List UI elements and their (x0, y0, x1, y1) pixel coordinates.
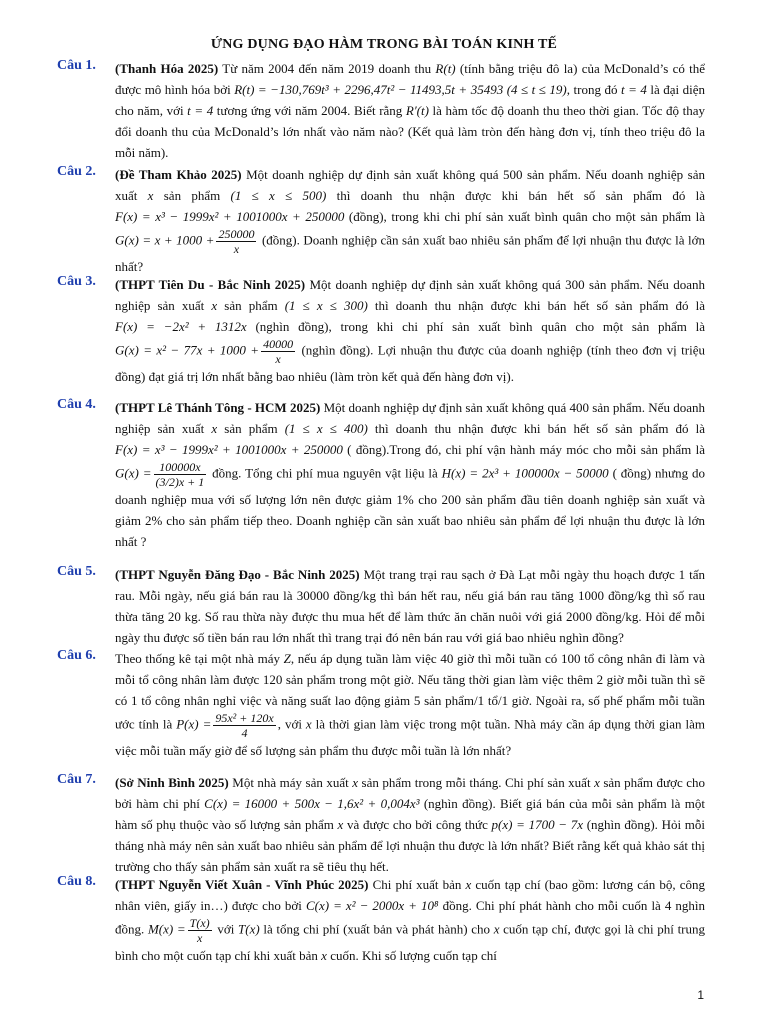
question-source: (THPT Lê Thánh Tông - HCM 2025) (115, 400, 321, 415)
question-8 (57, 874, 705, 966)
formula: C(x) = 16000 + 500x − 1,6x² + 0,004x³ (204, 796, 420, 811)
question-number: Câu 7. (57, 772, 96, 787)
question-source: (THPT Nguyễn Đăng Đạo - Bắc Ninh 2025) (115, 567, 360, 582)
question-number: Câu 6. (57, 648, 96, 663)
formula: R(t) (435, 61, 456, 76)
question-source: (THPT Nguyễn Viết Xuân - Vĩnh Phúc 2025) (115, 877, 369, 892)
formula: G(x) = x + 1000 + (115, 232, 215, 248)
formula: Z (283, 651, 291, 666)
formula: x (493, 921, 500, 937)
question-2 (57, 164, 705, 277)
formula: x (337, 817, 344, 832)
formula: P(x) = (176, 716, 212, 732)
formula: R(t) = −130,769t³ + 2296,47t² − 11493,5t + 35493 (4 ≤ t ≤ 19) (234, 82, 567, 97)
formula: R′(t) (405, 103, 429, 118)
question-source: (THPT Tiên Du - Bắc Ninh 2025) (115, 277, 306, 292)
formula: (1 ≤ x ≤ 500) (230, 188, 327, 203)
formula: T(x) (238, 921, 260, 937)
question-text: (Thanh Hóa 2025) Từ năm 2004 đến năm 2019 doanh thu R(t) (tính bằng triệu đô la) của McDonald’s có thể được mô hình hóa bởi R(t) = −130,769t³ + 2296,47t² − 11493,5t + 35493 (4 ≤ t ≤ 19), trong đó t = 4 là đại diện cho năm, với t = 4 tương ứng với năm 2004. Biết rằng R′(t) là hàm tốc độ doanh thu theo thời gian. Tốc độ thay đổi doanh thu của McDonald’s lớn nhất vào năm nào? (Kết quả làm tròn đến hàng đơn vị, tính theo triệu đô la mỗi năm). (115, 61, 706, 160)
question-7 (57, 772, 705, 877)
question-number: Câu 2. (57, 164, 96, 179)
formula: x (147, 188, 154, 203)
question-text: Theo thống kê tại một nhà máy Z, nếu áp dụng tuần làm việc 40 giờ thì mỗi tuần có 100 tổ công nhân đi làm và mỗi tổ công nhân làm được 120 sản phẩm trong một giờ. Nếu tăng thời gian làm việc thêm 2 giờ mỗi tuần thì sẽ có 1 tổ công nhân nghỉ việc và năng suất lao động giảm 5 sản phẩm/1 tổ/1 giờ. Ngoài ra, số phế phẩm mỗi tuần ước tính là P(x) = $\frac{\text{95x² + 120x}}{4}$ , với x là thời gian làm việc trong một tuần. Nhà máy cần áp dụng thời gian làm việc mỗi tuần mấy giờ để số lượng sản phẩm thu được mỗi tuần là lớn nhất? (115, 651, 705, 758)
fraction: $\frac{100000x}{(3/2)x + 1}$ (155, 460, 205, 489)
question-number: Câu 8. (57, 874, 96, 889)
question-source: (Sở Ninh Bình 2025) (115, 775, 229, 790)
formula: H(x) = 2x³ + 100000x − 50000 (441, 465, 609, 481)
formula: x (594, 775, 600, 790)
formula: x (352, 775, 359, 790)
formula: x (211, 421, 218, 436)
formula: (1 ≤ x ≤ 300) (284, 298, 368, 313)
formula: F(x) = x³ − 1999x² + 1001000x + 250000 (115, 209, 345, 224)
question-text: (THPT Tiên Du - Bắc Ninh 2025) Một doanh nghiệp dự định sản xuất không quá 300 sản phẩm. Nếu doanh nghiệp sản xuất x sản phẩm (1 ≤ x ≤ 300) thì doanh thu nhận được khi bán hết số sản phẩm đó là F(x) = −2x² + 1312x (nghìn đồng), trong khi chi phí sản xuất bình quân cho một sản phẩm là G(x) = x² − 77x + 1000 + $\frac{40000}{x}$ (nghìn đồng). Lợi nhuận thu được của doanh nghiệp (tính theo đơn vị triệu đồng) đạt giá trị lớn nhất bằng bao nhiêu (làm tròn kết quả đến hàng đơn vị). (115, 277, 706, 384)
formula: (1 ≤ x ≤ 400) (284, 421, 368, 436)
question-source: (Đề Tham Khảo 2025) (115, 167, 242, 182)
question-4 (57, 397, 705, 552)
question-text: (Đề Tham Khảo 2025) Một doanh nghiệp dự định sản xuất không quá 500 sản phẩm. Nếu doanh nghiệp sản xuất x sản phẩm (1 ≤ x ≤ 500) thì doanh thu nhận được khi bán hết số sản phẩm đó là F(x) = x³ − 1999x² + 1001000x + 250000 (đồng), trong khi chi phí sản xuất bình quân cho một sản phẩm là G(x) = x + 1000 + $\frac{250000}{x}$ (đồng). Doanh nghiệp cần sản xuất bao nhiêu sản phẩm để lợi nhuận thu được là lớn nhất? (115, 167, 706, 274)
formula: x (211, 298, 218, 313)
formula: M(x) = (147, 921, 186, 937)
page-number: 1 (697, 988, 704, 1002)
question-text: (Sở Ninh Bình 2025) Một nhà máy sản xuất x sản phẩm trong mỗi tháng. Chi phí sản xuất x sản phẩm được cho bởi hàm chi phí C(x) = 16000 + 500x − 1,6x² + 0,004x³ (nghìn đồng). Biết giá bán của mỗi sản phẩm là một hàm số phụ thuộc vào số lượng sản phẩm x và được cho bởi công thức p(x) = 1700 − 7x (nghìn đồng). Hỏi mỗi tháng nhà máy nên sản xuất bao nhiêu sản phẩm để lợi nhuận thu được là lớn nhất? Biết rằng kết quả khảo sát thị trường cho thấy sản phẩm sản xuất ra sẽ tiêu thụ hết. (115, 775, 705, 874)
question-text: (THPT Nguyễn Viết Xuân - Vĩnh Phúc 2025) Chi phí xuất bản x cuốn tạp chí (bao gồm: lương cán bộ, công nhân viên, giấy in…) được cho bởi C(x) = x² − 2000x + 10⁸ đồng. Chi phí phát hành cho mỗi cuốn là 4 nghìn đồng. M(x) = $\frac{T(x)}{x}$ với T(x) là tổng chi phí (xuất bản và phát hành) cho x cuốn tạp chí, được gọi là chi phí trung bình cho một cuốn tạp chí khi xuất bản x cuốn. Khi số lượng cuốn tạp chí (115, 877, 706, 963)
question-text: (THPT Lê Thánh Tông - HCM 2025) Một doanh nghiệp dự định sản xuất không quá 400 sản phẩm. Nếu doanh nghiệp sản xuất x sản phẩm (1 ≤ x ≤ 400) thì doanh thu nhận được khi bán hết số sản phẩm đó là F(x) = x³ − 1999x² + 1001000x + 250000 ( đồng).Trong đó, chi phí vận hành máy móc cho mỗi sản phẩm là G(x) = $\frac{100000x}{(3/2)x + 1}$ đồng. Tổng chi phí mua nguyên vật liệu là H(x) = 2x³ + 100000x − 50000 ( đồng) nhưng do doanh nghiệp mua với số lượng lớn nên được giảm 1% cho 200 sản phẩm đầu tiên doanh nghiệp sản xuất và giảm 2% cho sản phẩm tiếp theo. Doanh nghiệp cần sản xuất bao nhiêu sản phẩm để lợi nhuận thu được là lớn nhất ? (115, 400, 706, 549)
formula: G(x) = (115, 465, 152, 481)
question-number: Câu 3. (57, 274, 96, 289)
formula: t = 4 (620, 82, 647, 97)
formula: C(x) = x² − 2000x + 10⁸ (305, 898, 439, 913)
fraction: $\frac{\text{95x² + 120x}}{4}$ (215, 711, 274, 740)
fraction: $\frac{40000}{x}$ (263, 337, 294, 366)
question-number: Câu 4. (57, 397, 96, 412)
formula: x (305, 716, 312, 732)
formula: x (465, 877, 472, 892)
question-1 (57, 58, 705, 163)
fraction: $\frac{250000}{x}$ (218, 227, 255, 256)
question-text: (THPT Nguyễn Đăng Đạo - Bắc Ninh 2025) Một trang trại rau sạch ở Đà Lạt mỗi ngày thu hoạch được 1 tấn rau. Mỗi ngày, nếu giá bán rau là 30000 đồng/kg thì bán hết rau, nếu giá bán rau tăng 1000 đồng/kg thì số rau thừa tăng 20 kg. Số rau thừa này được thu mua hết để làm thức ăn chăn nuôi với giá 2000 đồng/kg. Hỏi để mỗi ngày thu được số tiền bán rau lớn nhất thì trang trại đó nên bán rau với giá bao nhiêu nghìn đồng? (115, 567, 705, 645)
question-number: Câu 5. (57, 564, 96, 579)
question-3 (57, 274, 705, 387)
question-5 (57, 564, 705, 648)
question-6 (57, 648, 705, 761)
formula: F(x) = x³ − 1999x² + 1001000x + 250000 (115, 442, 343, 457)
formula: G(x) = x² − 77x + 1000 + (115, 342, 260, 358)
formula: F(x) = −2x² + 1312x (115, 319, 247, 334)
question-number: Câu 1. (57, 58, 96, 73)
formula: x (321, 948, 327, 963)
document-title: ỨNG DỤNG ĐẠO HÀM TRONG BÀI TOÁN KINH TẾ (210, 37, 558, 52)
formula: t = 4 (187, 103, 214, 118)
formula: p(x) = 1700 − 7x (491, 817, 584, 832)
question-source: (Thanh Hóa 2025) (115, 61, 219, 76)
fraction: $\frac{T(x)}{x}$ (189, 916, 210, 945)
